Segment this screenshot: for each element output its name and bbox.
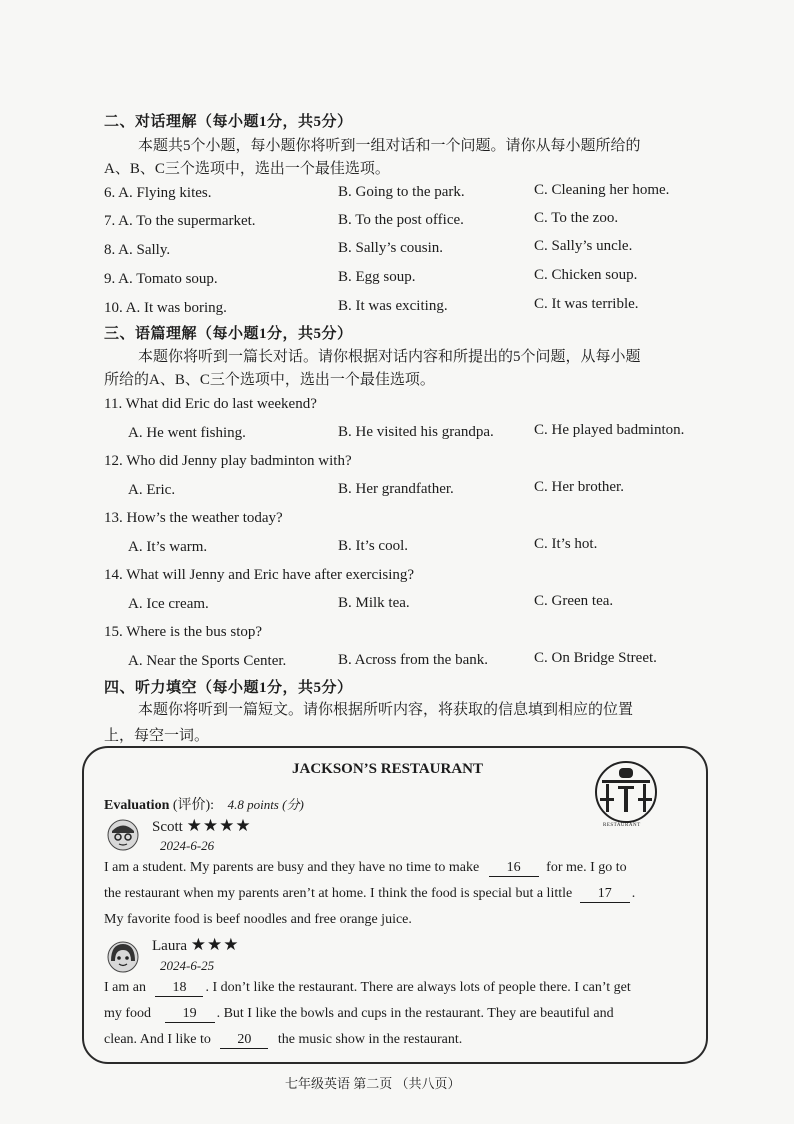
section-instructions: 本题你将听到一篇长对话。请你根据对话内容和所提出的5个问题，从每小题 [138, 349, 641, 365]
option-a: A. Ice cream. [128, 596, 209, 612]
question: 13. How’s the weather today? [104, 510, 283, 526]
blank-17: 17 [580, 886, 630, 903]
option-b: B. Across from the bank. [338, 652, 488, 668]
section-heading-listening-fill: 四、听力填空（每小题1分，共5分） [104, 680, 353, 696]
option-b: B. He visited his grandpa. [338, 424, 494, 440]
evaluation-label: Evaluation [104, 798, 170, 813]
section-heading-dialogue: 二、对话理解（每小题1分，共5分） [104, 114, 353, 130]
option-b: B. It was exciting. [338, 298, 448, 314]
girl-avatar-icon [107, 941, 139, 973]
reviewer-name: Laura [152, 938, 187, 954]
blank-18: 18 [155, 980, 203, 997]
review-text: . But I like the bowls and cups in the restaurant. They are beautiful and [216, 1006, 614, 1021]
option-a: 10. A. It was boring. [104, 300, 227, 316]
option-b: B. Sally’s cousin. [338, 240, 444, 256]
section-instructions: 所给的A、B、C三个选项中，选出一个最佳选项。 [104, 372, 435, 388]
option-b: B. To the post office. [338, 212, 464, 228]
review-text: . [631, 886, 636, 901]
review-text: I am an [104, 980, 146, 995]
question: 11. What did Eric do last weekend? [104, 396, 317, 412]
option-a: A. Near the Sports Center. [128, 653, 287, 669]
star-rating: ★★★★ [186, 816, 252, 835]
question: 14. What will Jenny and Eric have after exercising? [104, 567, 415, 583]
restaurant-logo-icon [588, 760, 664, 830]
option-c: C. Chicken soup. [534, 267, 638, 283]
option-c: C. It was terrible. [534, 296, 639, 312]
blank-20: 20 [220, 1032, 268, 1049]
logo-text: RESTAURANT [603, 823, 641, 828]
blank-16: 16 [489, 860, 539, 877]
evaluation-label-cn: (评价): [172, 798, 215, 813]
section-instructions: A、B、C三个选项中，选出一个最佳选项。 [104, 161, 390, 177]
boy-avatar-icon [107, 819, 139, 851]
section-instructions: 上，每空一词。 [104, 728, 210, 744]
option-c: C. It’s hot. [534, 536, 598, 552]
review-text: the music show in the restaurant. [277, 1032, 463, 1047]
reviewer-name: Scott [152, 819, 183, 835]
option-c: C. Green tea. [534, 593, 614, 609]
review-text: for me. I go to [546, 860, 627, 875]
option-c: C. To the zoo. [534, 210, 619, 226]
option-c: C. Her brother. [534, 479, 624, 495]
review-text-line [104, 860, 627, 877]
option-b: B. Egg soup. [338, 269, 416, 285]
review-text: my food [104, 1006, 152, 1021]
option-b: B. Going to the park. [338, 184, 465, 200]
option-c: C. On Bridge Street. [534, 650, 657, 666]
section-heading-passage: 三、语篇理解（每小题1分，共5分） [104, 326, 353, 342]
review-text-line [104, 886, 635, 903]
review-text-line: My favorite food is beef noodles and free orange juice. [104, 912, 412, 927]
option-a: 7. A. To the supermarket. [104, 213, 256, 229]
question: 15. Where is the bus stop? [104, 624, 263, 640]
option-c: C. He played badminton. [534, 422, 685, 438]
option-a: 8. A. Sally. [104, 242, 171, 258]
option-a: 6. A. Flying kites. [104, 185, 212, 201]
review-date: 2024-6-26 [160, 838, 215, 853]
question: 12. Who did Jenny play badminton with? [104, 453, 352, 469]
blank-19: 19 [165, 1006, 215, 1023]
review-date: 2024-6-25 [160, 958, 215, 973]
page-footer: 七年级英语 第二页 （共八页） [285, 1076, 461, 1091]
review-text: I am a student. My parents are busy and they have no time to make [104, 860, 480, 875]
option-a: A. It’s warm. [128, 539, 208, 555]
option-b: B. Her grandfather. [338, 481, 454, 497]
reviewer-row [152, 816, 252, 836]
review-text-line [104, 1032, 462, 1049]
option-b: B. It’s cool. [338, 538, 408, 554]
option-c: C. Sally’s uncle. [534, 238, 633, 254]
option-a: 9. A. Tomato soup. [104, 271, 218, 287]
option-b: B. Milk tea. [338, 595, 410, 611]
option-c: C. Cleaning her home. [534, 182, 670, 198]
review-text: the restaurant when my parents aren’t at home. I think the food is special but a little [104, 886, 573, 901]
evaluation-score: 4.8 points (分) [227, 797, 304, 812]
section-instructions: 本题你将听到一篇短文。请你根据所听内容，将获取的信息填到相应的位置 [138, 702, 634, 718]
option-a: A. Eric. [128, 482, 176, 498]
star-rating: ★★★ [190, 935, 240, 954]
evaluation-row [104, 794, 304, 814]
section-instructions: 本题共5个小题，每小题你将听到一组对话和一个问题。请你从每小题所给的 [138, 138, 641, 154]
restaurant-title: JACKSON’S RESTAURANT [292, 761, 484, 777]
review-text: . I don’t like the restaurant. There are always lots of people there. I can’t get [205, 980, 631, 995]
review-text-line [104, 1006, 614, 1023]
reviewer-row [152, 935, 239, 955]
review-text-line [104, 980, 631, 997]
review-text: clean. And I like to [104, 1032, 211, 1047]
option-a: A. He went fishing. [128, 425, 246, 441]
